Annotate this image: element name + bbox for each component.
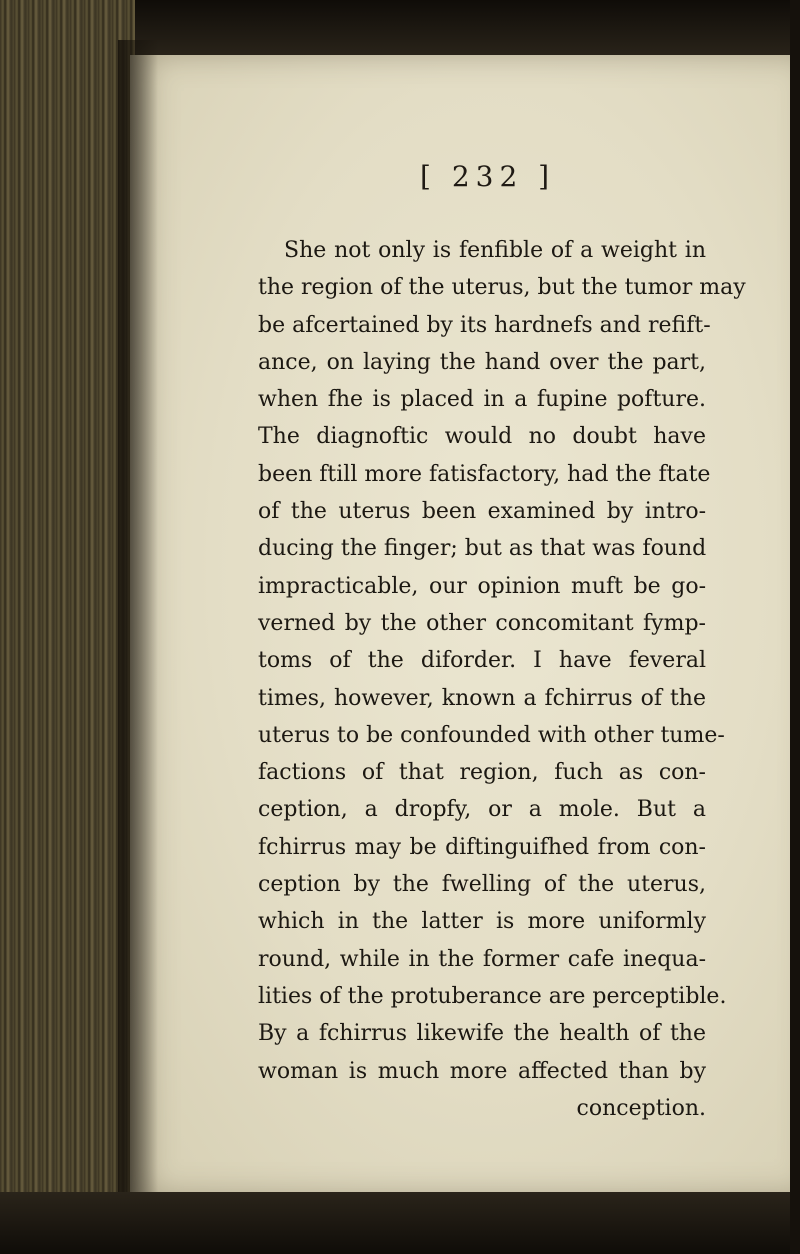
text-line: She not only is fenfible of a weight in bbox=[284, 238, 706, 263]
page-number-header: [ 232 ] bbox=[420, 160, 556, 193]
gutter-shadow bbox=[118, 40, 158, 1210]
text-line: The diagnoftic would no doubt have bbox=[258, 424, 706, 450]
text-line: round, while in the former cafe inequa- bbox=[258, 946, 706, 972]
text-line: ception by the fwelling of the uterus, bbox=[258, 872, 706, 898]
scan-right-edge bbox=[790, 0, 800, 1254]
text-line: when fhe is placed in a fupine pofture. bbox=[258, 387, 706, 413]
text-line: impracticable, our opinion muft be go- bbox=[258, 573, 706, 599]
text-line: times, however, known a fchirrus of the bbox=[258, 685, 706, 711]
text-line: which in the latter is more uniformly bbox=[258, 909, 706, 935]
text-line: be afcertained by its hardnefs and refift- bbox=[258, 312, 711, 338]
catchword: conception. bbox=[576, 1095, 706, 1121]
text-line: uterus to be confounded with other tume- bbox=[258, 722, 725, 748]
body-text bbox=[258, 232, 746, 1127]
text-line: the region of the uterus, but the tumor may bbox=[258, 275, 746, 301]
text-line: verned by the other concomitant fymp- bbox=[258, 610, 706, 636]
text-line: been ftill more fatisfactory, had the ftate bbox=[258, 461, 711, 487]
text-line: ance, on laying the hand over the part, bbox=[258, 349, 706, 375]
scan-bottom-edge bbox=[0, 1192, 800, 1254]
book-binding bbox=[0, 0, 135, 1254]
text-line: By a fchirrus likewife the health of the bbox=[258, 1021, 706, 1047]
text-line: of the uterus been examined by intro- bbox=[258, 499, 706, 525]
text-line: toms of the diforder. I have feveral bbox=[258, 648, 706, 674]
text-line: ception, a dropfy, or a mole. But a bbox=[258, 797, 706, 823]
text-line: fchirrus may be diftinguifhed from con- bbox=[258, 834, 706, 860]
text-line: woman is much more affected than by bbox=[258, 1058, 706, 1084]
text-line: ducing the finger; but as that was found bbox=[258, 536, 707, 562]
text-line: factions of that region, fuch as con- bbox=[258, 760, 706, 786]
text-line: lities of the protuberance are perceptible. bbox=[258, 983, 727, 1009]
